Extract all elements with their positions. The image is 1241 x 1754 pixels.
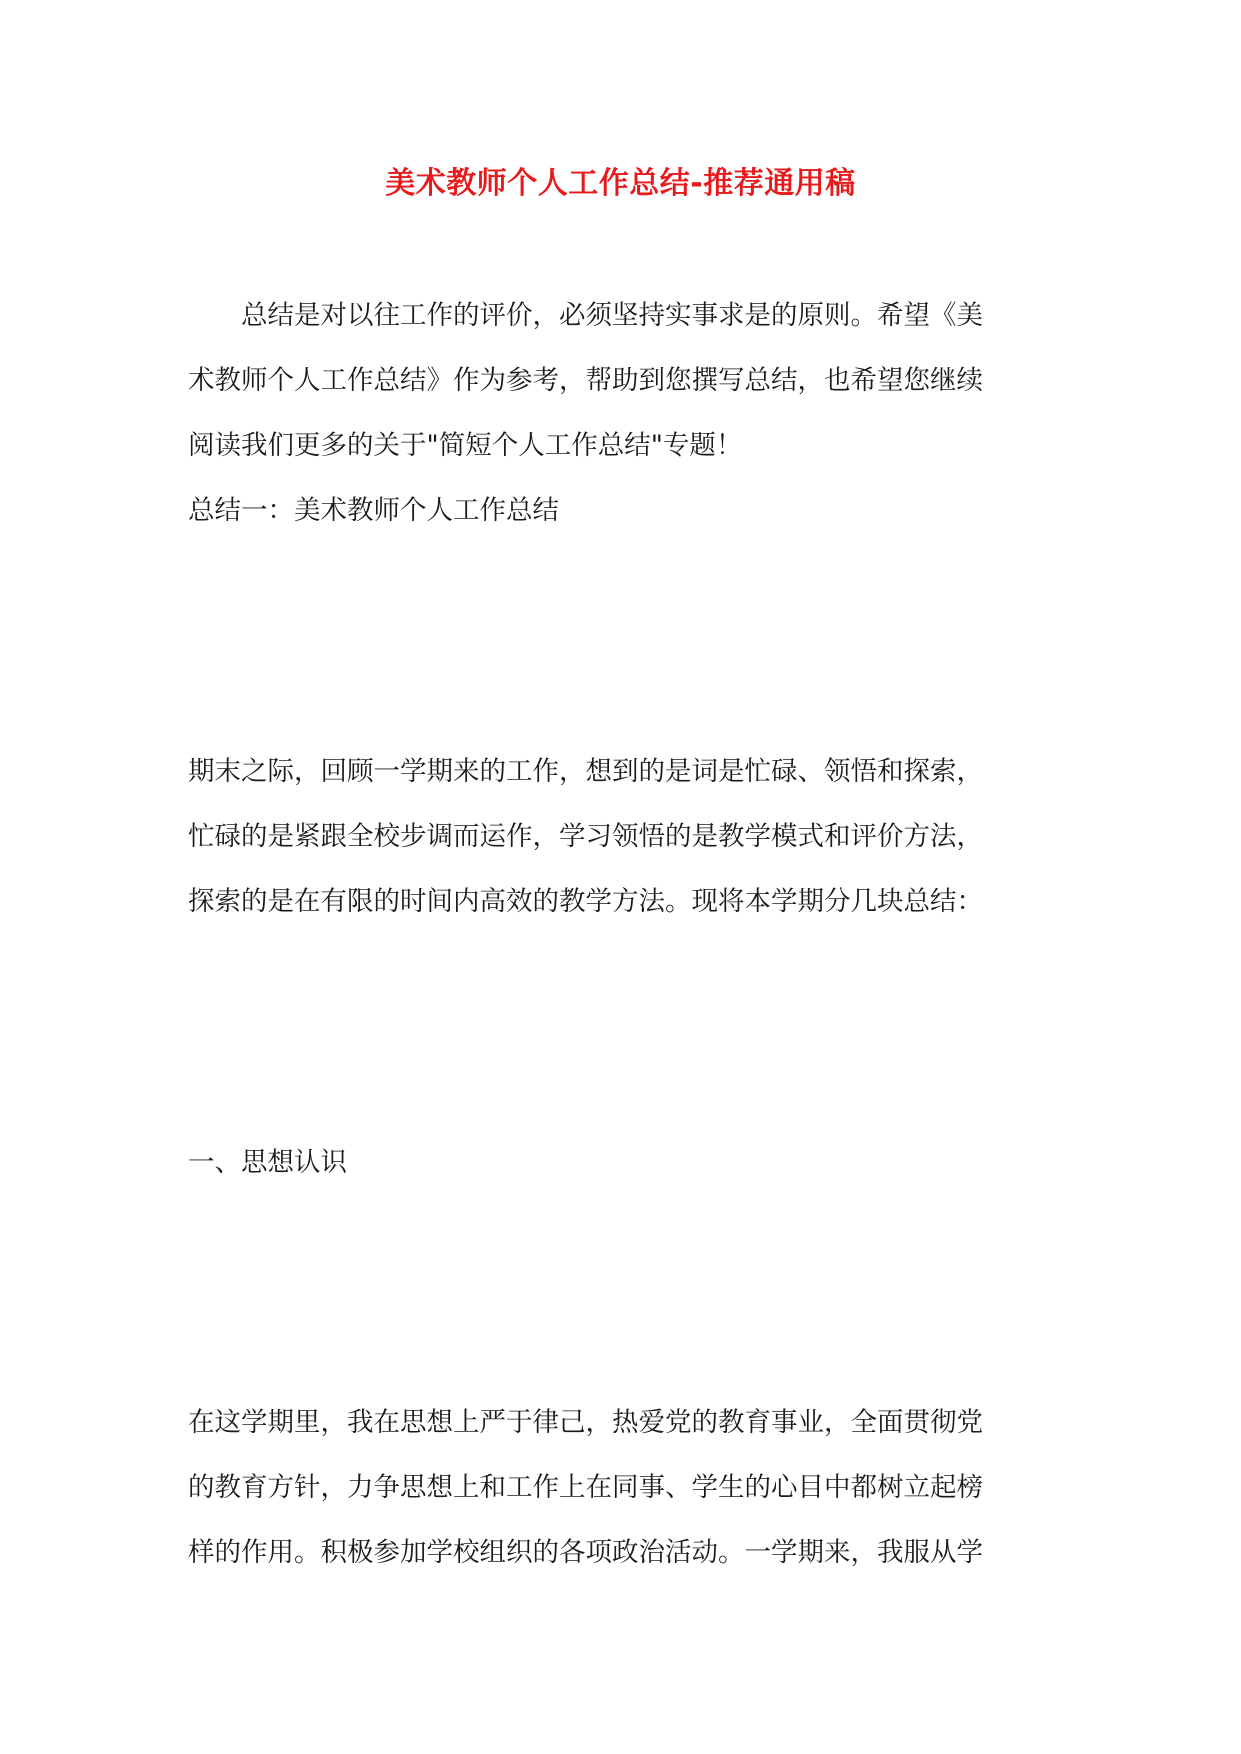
- intro-line-2: 术教师个人工作总结》作为参考，帮助到您撰写总结，也希望您继续: [188, 365, 983, 396]
- document-title: 美术教师个人工作总结-推荐通用稿: [385, 166, 856, 201]
- paragraph-2-line-1: 在这学期里，我在思想上严于律己，热爱党的教育事业，全面贯彻党: [188, 1407, 983, 1438]
- section-heading-summary-one: 总结一：美术教师个人工作总结: [188, 495, 559, 526]
- paragraph-1-line-3: 探索的是在有限的时间内高效的教学方法。现将本学期分几块总结：: [188, 886, 983, 917]
- paragraph-1-line-1: 期末之际，回顾一学期来的工作，想到的是词是忙碌、领悟和探索，: [188, 756, 983, 787]
- section-heading-thought: 一、思想认识: [188, 1147, 347, 1178]
- paragraph-2-line-2: 的教育方针，力争思想上和工作上在同事、学生的心目中都树立起榜: [188, 1472, 983, 1503]
- intro-line-3: 阅读我们更多的关于"简短个人工作总结"专题！: [188, 430, 743, 461]
- paragraph-2-line-3: 样的作用。积极参加学校组织的各项政治活动。一学期来，我服从学: [188, 1537, 983, 1568]
- intro-line-1: 总结是对以往工作的评价，必须坚持实事求是的原则。希望《美: [188, 300, 983, 331]
- paragraph-1-line-2: 忙碌的是紧跟全校步调而运作，学习领悟的是教学模式和评价方法，: [188, 821, 983, 852]
